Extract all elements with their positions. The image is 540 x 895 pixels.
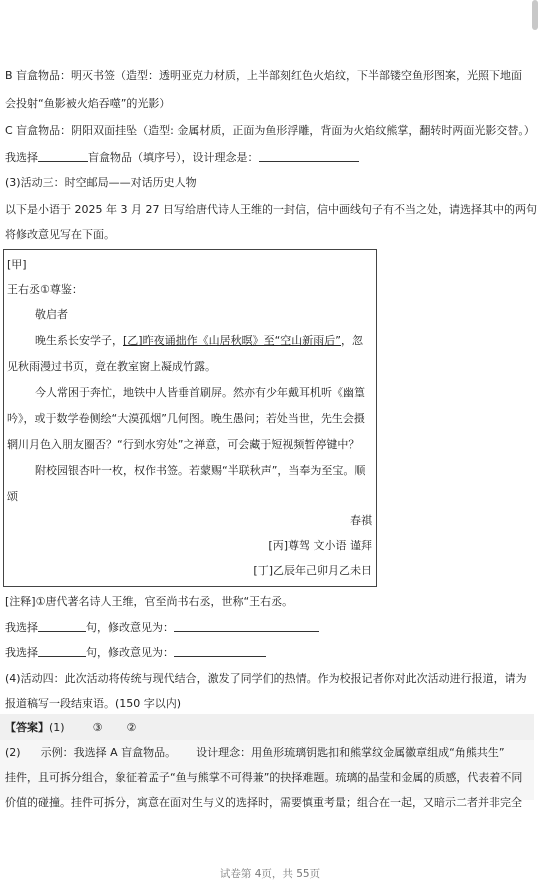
letter-box <box>3 249 377 587</box>
choose-mid: 盲盒物品（填序号），设计理念是： <box>88 151 259 164</box>
letter-date: [丁]乙辰年己卯月乙未日 <box>253 564 372 577</box>
letter-p2-l3: 辋川月色入朋友圈否？“行到水穷处”之禅意，可会藏于短视频暂停键中？ <box>7 438 360 451</box>
answer-choice-a: ③ <box>92 721 103 734</box>
fill-line-2 <box>5 643 532 663</box>
activity4-heading: (4)活动四：此次活动将传统与现代结合，激发了同学们的热情。作为校报记者你对此次活动进行报道，请为 <box>5 672 527 685</box>
answer-line-2 <box>5 743 532 763</box>
fill2-prefix: 我选择 <box>5 646 38 659</box>
choose-line <box>5 148 532 168</box>
letter-closing-wish: 春祺 <box>350 514 372 527</box>
intro-line: 以下是小语于 2025 年 3 月 27 日写给唐代诗人王维的一封信，信中画线句子有不当之处，请选择其中的两句 <box>5 203 537 216</box>
fill2-opinion-blank[interactable] <box>174 644 266 657</box>
letter-salutation: 王右丞①尊鉴： <box>7 283 83 296</box>
answer-choice-b: ② <box>126 721 137 734</box>
item-blank[interactable] <box>38 149 88 162</box>
answer-part1: (1) <box>49 721 65 734</box>
fill2-mid: 句，修改意见为： <box>86 646 174 659</box>
letter-opening: 敬启者 <box>35 308 68 321</box>
annotation-note: [注释]①唐代著名诗人王维，官至尚书右丞，世称“王右丞。 <box>5 595 294 608</box>
fill1-mid: 句，修改意见为： <box>86 621 174 634</box>
answer-example: 示例：我选择 A 盲盒物品。 <box>40 746 177 759</box>
idea-blank[interactable] <box>259 149 359 162</box>
fill1-opinion-blank[interactable] <box>174 619 319 632</box>
item-c-line: C 盲盒物品：阴阳双面挂坠（造型: 金属材质，正面为鱼形浮雕，背面为火焰纹熊掌，翻转时两面光影交替。） <box>5 124 535 137</box>
letter-p3-l1: 附校园银杏叶一枚，权作书签。若蒙赐“半联秋声”，当奉为至宝。顺 <box>35 464 366 477</box>
letter-p3-l2: 颂 <box>7 490 18 503</box>
activity4-cont: 报道稿写一段结束语。(150 字以内) <box>5 697 182 710</box>
letter-p1-cont: 见秋雨漫过书页，竟在教室窗上凝成竹露。 <box>7 360 216 373</box>
letter-signature: [丙]尊驾 文小语 谨拜 <box>268 539 372 552</box>
letter-p2-l2: 吟》，或于数学卷侧绘“大漠孤烟”几何图。晚生愚问；若处当世，先生会摄 <box>7 412 365 425</box>
underlined-sentence-yi: [乙]昨夜诵拙作《山居秋暝》至“空山新雨后” <box>123 334 341 347</box>
fill1-sentence-blank[interactable] <box>38 619 86 632</box>
letter-p1-b: ，忽 <box>340 334 363 347</box>
answer-idea: 设计理念：用鱼形琉璃钥匙扣和熊掌纹金属徽章组成“角熊共生” <box>196 746 505 759</box>
item-b-line: B 盲盒物品：明灭书签（造型：透明亚克力材质，上半部刻红色火焰纹，下半部镂空鱼形图案，光照下地面 <box>5 69 523 82</box>
letter-p1-a: 晚生系长安学子， <box>35 334 123 347</box>
scrollbar[interactable] <box>532 0 538 30</box>
answer-line-1 <box>5 718 532 738</box>
answer-part2: (2) <box>5 746 21 759</box>
letter-jia: [甲] <box>7 258 27 271</box>
answer-label: 【答案】 <box>5 721 49 734</box>
page-footer: 试卷第 4页，共 55页 <box>219 868 321 880</box>
choose-prefix: 我选择 <box>5 151 38 164</box>
answer-line-4: 价值的碰撞。挂件可拆分，寓意在面对生与义的选择时，需要慎重考量；组合在一起，又暗示二者并非完全 <box>5 796 522 809</box>
fill2-sentence-blank[interactable] <box>38 644 86 657</box>
letter-p1 <box>35 332 363 350</box>
answer-line-3: 挂件，且可拆分组合，象征着孟子“鱼与熊掌不可得兼”的抉择难题。琉璃的晶莹和金属的质感，代表着不同 <box>5 771 523 784</box>
activity3-heading: (3)活动三：时空邮局——对话历史人物 <box>5 176 197 189</box>
fill1-prefix: 我选择 <box>5 621 38 634</box>
fill-line-1 <box>5 618 532 638</box>
letter-p2-l1: 今人常困于奔忙，地铁中人皆垂首刷屏。然亦有少年戴耳机听《幽篁 <box>35 386 365 399</box>
intro-line-cont: 将修改意见写在下面。 <box>5 228 115 241</box>
item-b-line-cont: 会投射“鱼影被火焰吞噬”的光影） <box>5 97 171 110</box>
